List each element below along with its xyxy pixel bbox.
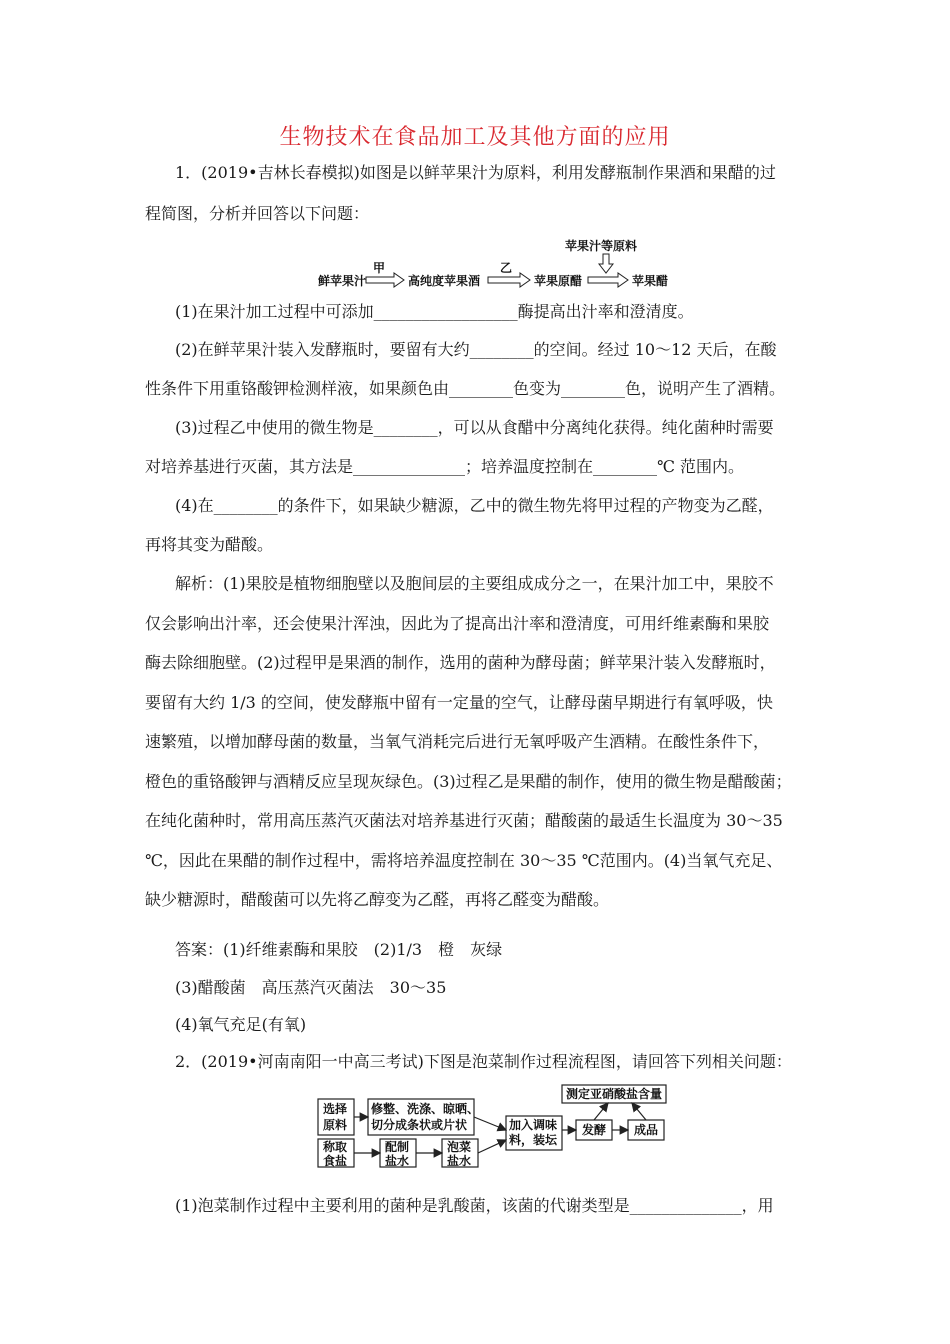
flow-box-text: 称取 <box>323 1140 348 1154</box>
analysis-line8: ℃，因此在果醋的制作过程中，需将培养温度控制在 30～35 ℃范围内。(4)当氧气充足、 <box>145 851 783 870</box>
analysis-line4: 要留有大约 1/3 的空间，使发酵瓶中留有一定量的空气，让酵母菌早期进行有氧呼吸，快 <box>145 693 773 712</box>
flow-box-text: 成品 <box>634 1123 659 1137</box>
flow-box-text: 盐水 <box>385 1154 410 1168</box>
diagram-arrow-label-2: 乙 <box>500 261 513 275</box>
flow-box-text: 泡菜 <box>447 1140 472 1154</box>
flow-box-text: 选择 <box>323 1102 348 1116</box>
q1-part4-line1: (4)在________的条件下，如果缺少糖源，乙中的微生物先将甲过程的产物变为乙醛， <box>175 496 774 515</box>
flow-box-text: 盐水 <box>447 1154 472 1168</box>
flow-box-text: 料，装坛 <box>509 1133 558 1147</box>
flow-box-text: 发酵 <box>582 1123 607 1137</box>
analysis-line3: 酶去除细胞壁。(2)过程甲是果酒的制作，选用的菌种为酵母菌；鲜苹果汁装入发酵瓶时， <box>145 653 776 672</box>
analysis-line6: 橙色的重铬酸钾与酒精反应呈现灰绿色。(3)过程乙是果醋的制作，使用的微生物是醋酸菌； <box>145 772 792 791</box>
diagram-node-1: 鲜苹果汁 <box>318 274 367 288</box>
q2-stem: 2．(2019•河南南阳一中高三考试)下图是泡菜制作过程流程图，请回答下列相关问题： <box>175 1052 792 1071</box>
flow-box-text: 配制 <box>385 1140 410 1154</box>
flow-box-text: 测定亚硝酸盐含量 <box>566 1087 663 1101</box>
flow-box-text: 原料 <box>323 1118 348 1132</box>
q2-flow-diagram <box>0 1082 950 1172</box>
answer-line1: 答案：(1)纤维素酶和果胶 (2)1/3 橙 灰绿 <box>175 940 503 959</box>
analysis-line7: 在纯化菌种时，常用高压蒸汽灭菌法对培养基进行灭菌；醋酸菌的最适生长温度为 30～35 <box>145 811 783 830</box>
hollow-arrow-icon <box>366 273 404 287</box>
analysis-line5: 速繁殖，以增加酵母菌的数量，当氧气消耗完后进行无氧呼吸产生酒精。在酸性条件下， <box>145 732 770 751</box>
q1-flow-diagram <box>0 236 950 296</box>
q2-part1: (1)泡菜制作过程中主要利用的菌种是乳酸菌，该菌的代谢类型是______________，用 <box>175 1196 774 1215</box>
q1-part3-line1: (3)过程乙中使用的微生物是________，可以从食醋中分离纯化获得。纯化菌种时需要 <box>175 418 774 437</box>
q1-stem-line1: 1．(2019•吉林长春模拟)如图是以鲜苹果汁为原料，利用发酵瓶制作果酒和果醋的过 <box>175 163 776 182</box>
hollow-down-arrow-icon <box>599 254 613 273</box>
diagram-label-top: 苹果汁等原料 <box>565 239 638 253</box>
flow-box-text: 加入调味 <box>509 1118 558 1132</box>
q1-stem-line2: 程简图，分析并回答以下问题： <box>145 204 370 223</box>
hollow-arrow-icon <box>588 273 628 287</box>
diagram-node-3: 苹果原醋 <box>534 274 583 288</box>
analysis-line9: 缺少糖源时，醋酸菌可以先将乙醇变为乙醛，再将乙醛变为醋酸。 <box>145 890 610 909</box>
analysis-line1: 解析：(1)果胶是植物细胞壁以及胞间层的主要组成成分之一，在果汁加工中，果胶不 <box>175 574 774 593</box>
diagram-node-4: 苹果醋 <box>632 274 669 288</box>
flow-box-text: 修整、洗涤、晾晒、 <box>371 1102 480 1116</box>
q1-part3-line2: 对培养基进行灭菌，其方法是______________；培养温度控制在________℃ 范围内。 <box>145 457 744 476</box>
diagram-arrow-label-1: 甲 <box>373 261 386 275</box>
q1-part2-line2: 性条件下用重铬酸钾检测样液，如果颜色由________色变为________色，说明产生了酒精。 <box>145 379 786 398</box>
hollow-arrow-icon <box>488 273 530 287</box>
q1-part1: (1)在果汁加工过程中可添加__________________酶提高出汁率和澄清度。 <box>175 302 694 321</box>
answer-line3: (4)氧气充足(有氧) <box>175 1015 307 1034</box>
answer-line2: (3)醋酸菌 高压蒸汽灭菌法 30～35 <box>175 978 447 997</box>
flow-box-text: 切分成条状或片状 <box>371 1118 468 1132</box>
flow-box-text: 食盐 <box>323 1154 348 1168</box>
analysis-line2: 仅会影响出汁率，还会使果汁浑浊，因此为了提高出汁率和澄清度，可用纤维素酶和果胶 <box>145 614 770 633</box>
q1-part4-line2: 再将其变为醋酸。 <box>145 535 274 554</box>
q1-part2-line1: (2)在鲜苹果汁装入发酵瓶时，要留有大约________的空间。经过 10～12 天后，在酸 <box>175 340 777 359</box>
diagram-node-2: 高纯度苹果酒 <box>408 274 481 288</box>
page-title: 生物技术在食品加工及其他方面的应用 <box>279 125 671 150</box>
